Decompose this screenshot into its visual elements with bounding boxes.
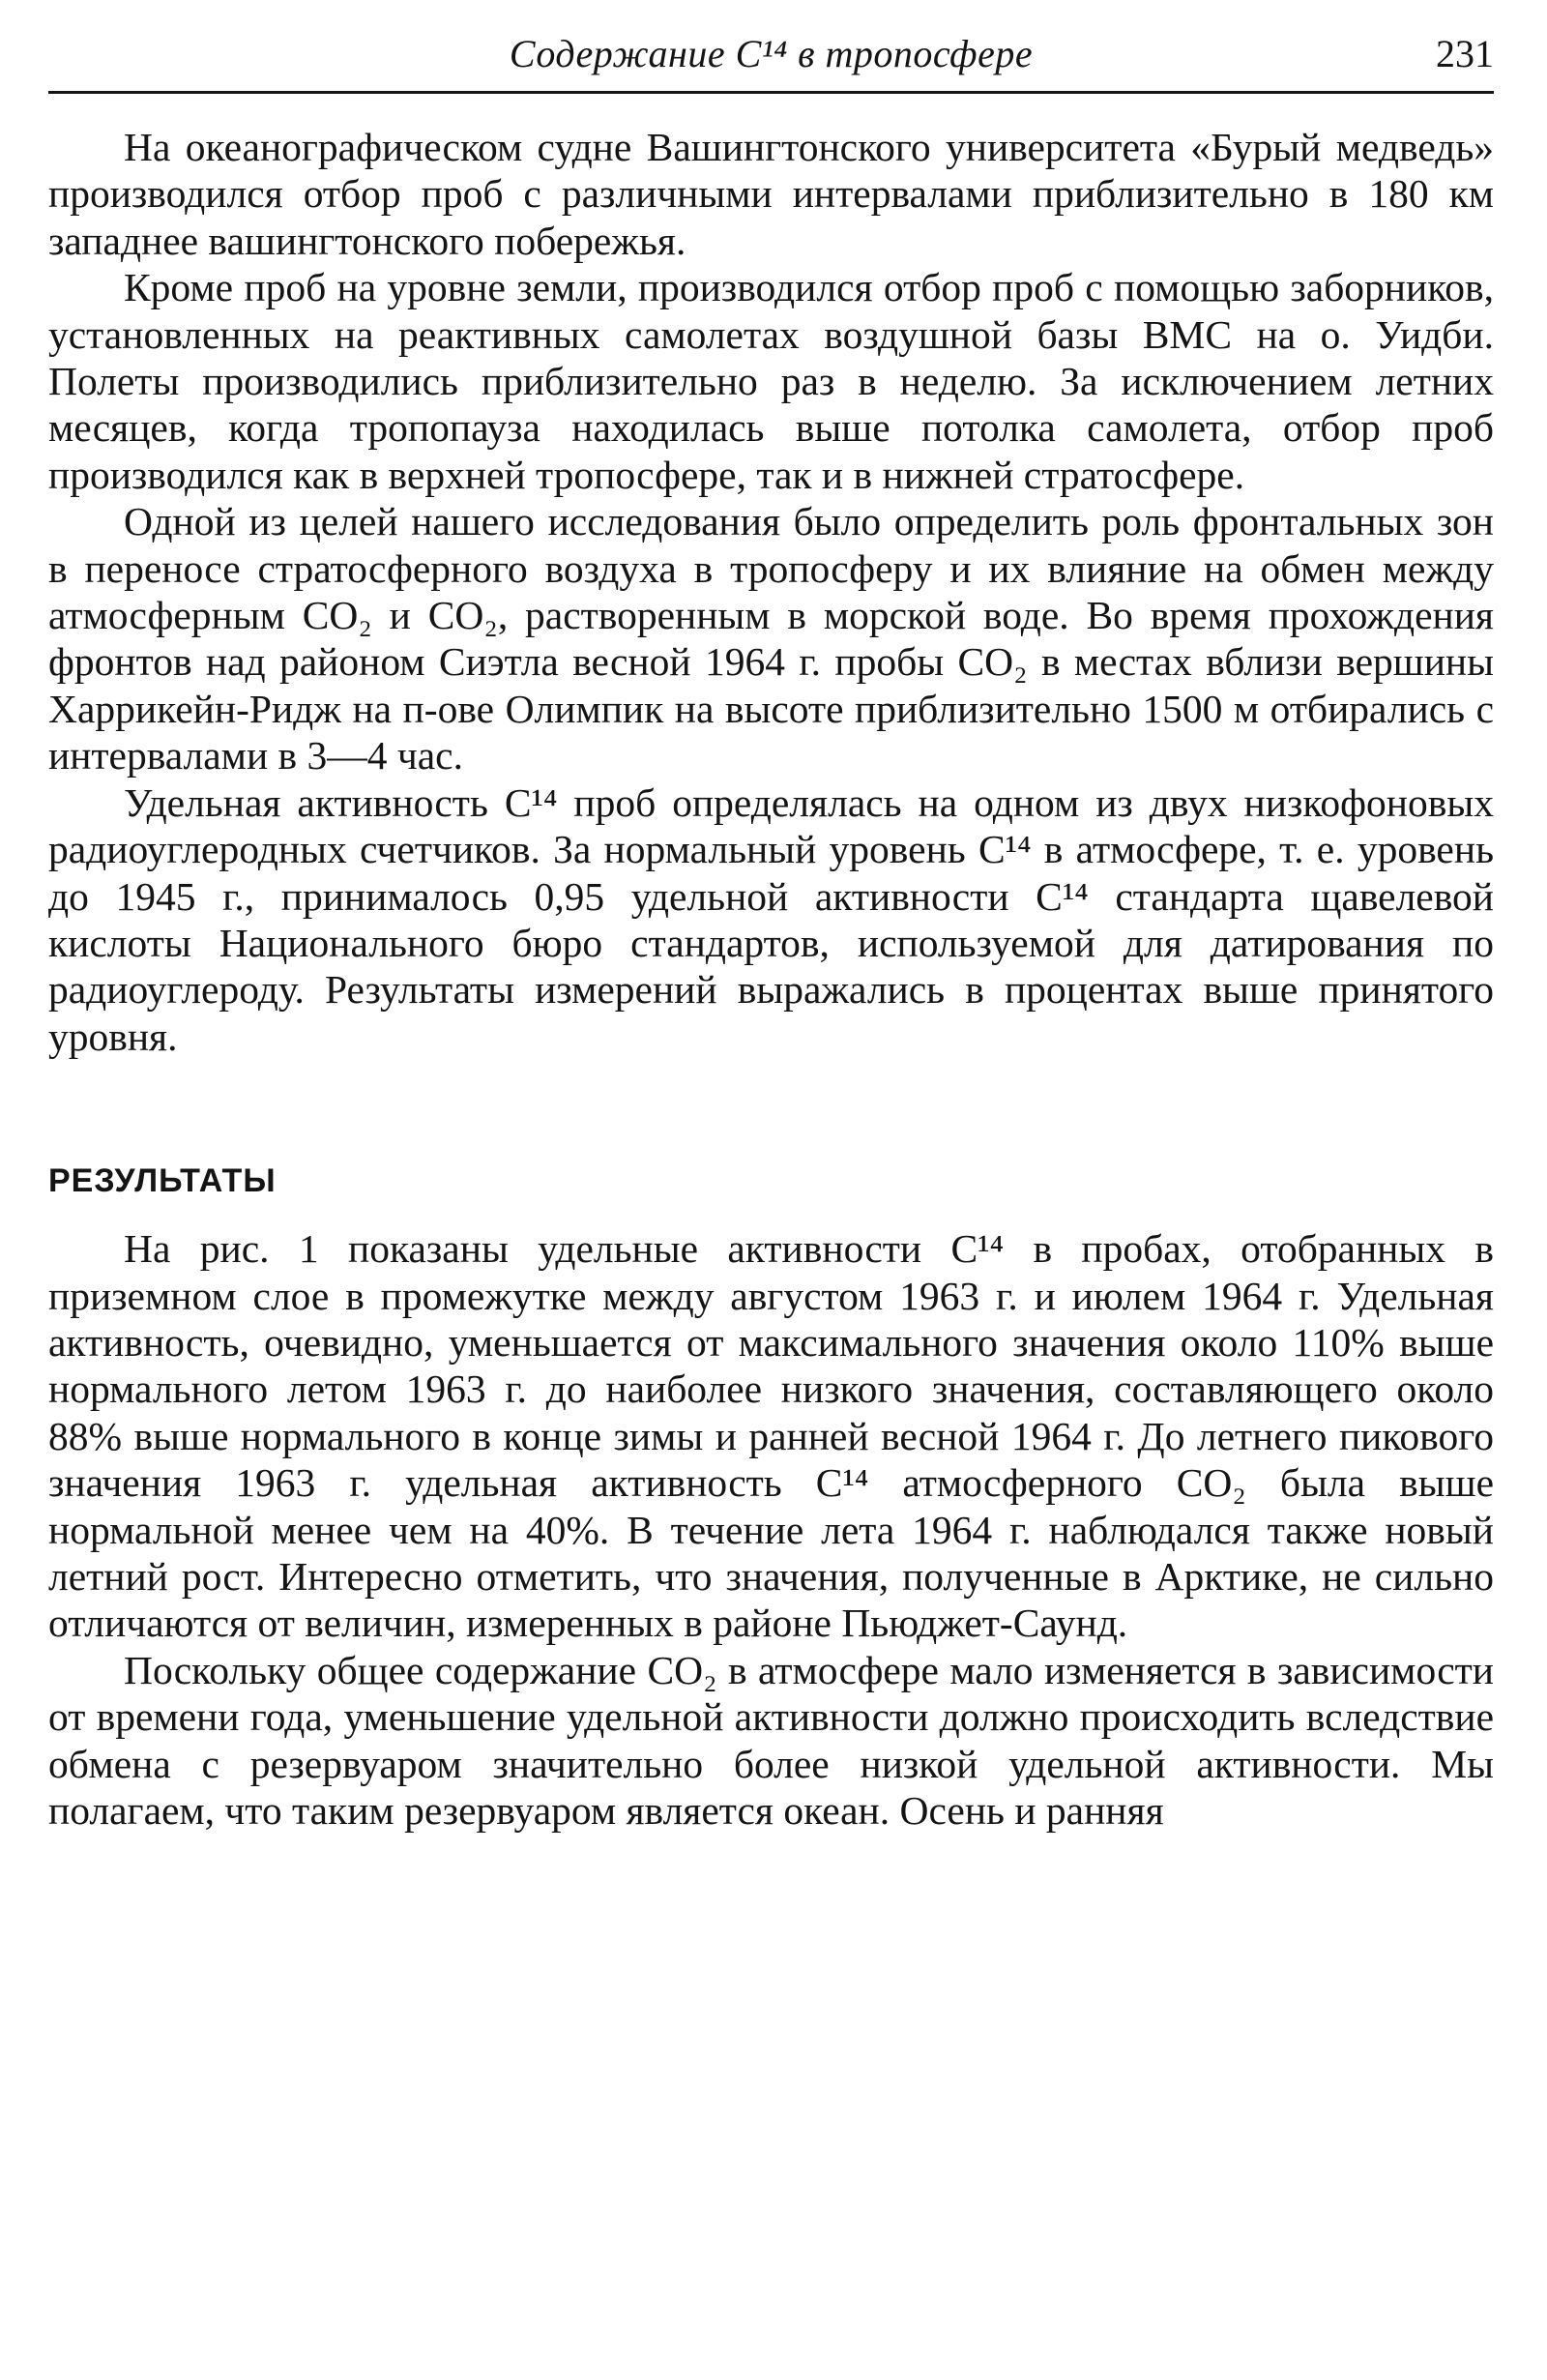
running-head	[48, 27, 1494, 95]
running-title: Содержание С¹⁴ в тропосфере	[509, 32, 1034, 75]
page-number: 231	[1436, 32, 1494, 75]
results-paragraph-1: На рис. 1 показаны удельные активности С¹⁴ в пробах, отобранных в приземном слое в промежутке между августом 1963 г. и июлем 1964 г. Удельная активность, очевидно, уменьшается от максимального значения около 110% выше нормального летом 1963 г. до наиболее низкого значения, составляющего около 88% выше нормального в конце зимы и ранней весной 1964 г. До летнего пикового значения 1963 г. удельная активность С¹⁴ атмосферного СО₂ была выше нормальной менее чем на 40%. В течение лета 1964 г. наблюдался также новый летний рост. Интересно отметить, что значения, полученные в Арктике, не сильно отличаются от величин, измеренных в районе Пьюджет-Саунд.	[48, 1226, 1494, 1646]
paragraph-4: Удельная активность С¹⁴ проб определялась на одном из двух низкофоновых радиоуглеродных счетчиков. За нормальный уровень С¹⁴ в атмосфере, т. е. уровень до 1945 г., принималось 0,95 удельной активности С¹⁴ стандарта щавелевой кислоты Национального бюро стандартов, используемой для датирования по радиоуглероду. Результаты измерений выражались в процентах выше принятого уровня.	[48, 779, 1494, 1059]
paragraph-3: Одной из целей нашего исследования было определить роль фронтальных зон в переносе стратосферного воздуха в тропосферу и их влияние на обмен между атмосферным СО₂ и СО₂, растворенным в морской воде. Во время прохождения фронтов над районом Сиэтла весной 1964 г. пробы СО₂ в местах вблизи вершины Харрикейн-Ридж на п-ове Олимпик на высоте приблизительно 1500 м отбирались с интервалами в 3—4 час.	[48, 499, 1494, 779]
section-heading-results: РЕЗУЛЬТАТЫ	[48, 1162, 277, 1200]
paragraph-2: Кроме проб на уровне земли, производился отбор проб с помощью заборников, установленных на реактивных самолетах воздушной базы ВМС на о. Уидби. Полеты производились приблизительно раз в неделю. За исключением летних месяцев, когда тропопауза находилась выше потолка самолета, отбор проб производился как в верхней тропосфере, так и в нижней стратосфере.	[48, 265, 1494, 497]
header-rule	[48, 91, 1494, 94]
results-paragraph-2: Поскольку общее содержание СО₂ в атмосфере мало изменяется в зависимости от времени года, уменьшение удельной активности должно происходить вследствие обмена с резервуаром значительно более низкой удельной активности. Мы полагаем, что таким резервуаром является океан. Осень и ранняя	[48, 1647, 1494, 1833]
body-text	[48, 124, 1494, 1834]
paragraph-1: На океанографическом судне Вашингтонского университета «Бурый медведь» производился отбор проб с различными интервалами приблизительно в 180 км западнее вашингтонского побережья.	[48, 125, 1494, 263]
